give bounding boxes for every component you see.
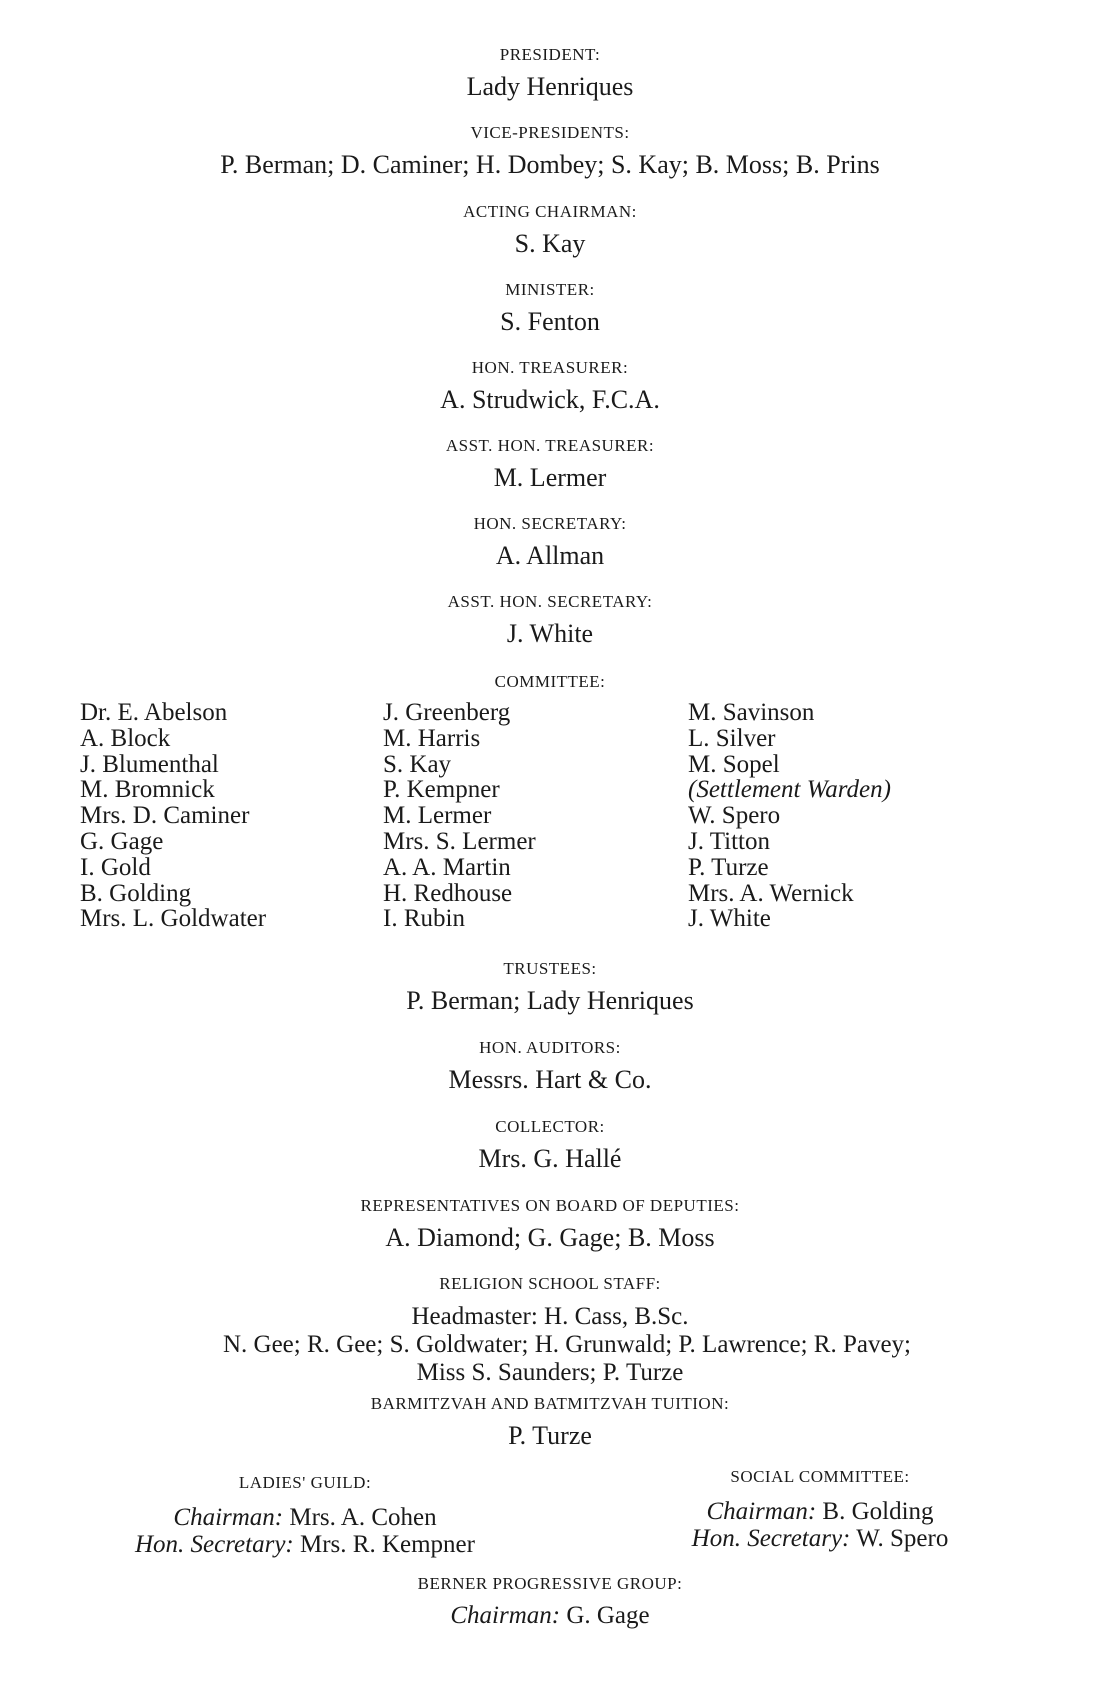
committee-member: Mrs. S. Lermer — [383, 827, 536, 855]
hon-treasurer-name: A. Strudwick, F.C.A. — [440, 385, 660, 414]
asst-hon-treasurer-section — [0, 435, 1100, 493]
committee-member: J. Greenberg — [383, 699, 511, 726]
committee-column-3 — [688, 700, 891, 932]
committee-member: P. Kempner — [383, 776, 500, 804]
committee-member: I. Gold — [80, 853, 151, 881]
chairman-name: B. Golding — [822, 1498, 934, 1525]
religion-school-section — [0, 1273, 1100, 1387]
committee-member-note: (Settlement Warden) — [688, 776, 891, 804]
board-of-deputies-label: REPRESENTATIVES ON BOARD OF DEPUTIES: — [360, 1196, 740, 1215]
president-label: PRESIDENT: — [499, 45, 601, 64]
committee-label: COMMITTEE: — [494, 672, 606, 691]
tuition-label: BARMITZVAH AND BATMITZVAH TUITION: — [370, 1394, 730, 1413]
president-name: Lady Henriques — [466, 72, 634, 101]
committee-member: M. Savinson — [688, 699, 815, 726]
social-committee-label: SOCIAL COMMITTEE: — [730, 1467, 910, 1486]
secretary-role: Hon. Secretary: — [691, 1525, 851, 1552]
committee-column-2 — [383, 700, 536, 932]
committee-member: A. Block — [80, 724, 171, 752]
collector-section — [0, 1116, 1100, 1174]
committee-member: I. Rubin — [383, 905, 465, 933]
committee-member: Mrs. L. Goldwater — [80, 905, 267, 933]
hon-secretary-section — [0, 513, 1100, 571]
chairman-role: Chairman: — [450, 1602, 561, 1629]
acting-chairman-section — [0, 201, 1100, 259]
acting-chairman-label: ACTING CHAIRMAN: — [463, 202, 637, 221]
committee-member: M. Bromnick — [80, 776, 215, 804]
tuition-name: P. Turze — [508, 1421, 592, 1450]
hon-auditors-section — [0, 1037, 1100, 1095]
committee-member: Mrs. D. Caminer — [80, 802, 250, 830]
tuition-section — [0, 1393, 1100, 1451]
collector-label: COLLECTOR: — [495, 1117, 605, 1136]
secretary-name: W. Spero — [856, 1525, 949, 1552]
berner-group-chairman — [0, 1601, 1100, 1631]
committee-member: H. Redhouse — [383, 879, 513, 907]
committee-member: Mrs. A. Wernick — [688, 879, 854, 907]
hon-treasurer-label: HON. TREASURER: — [471, 358, 629, 377]
board-of-deputies-names: A. Diamond; G. Gage; B. Moss — [385, 1223, 715, 1252]
committee-member: W. Spero — [688, 802, 781, 830]
hon-secretary-label: HON. SECRETARY: — [473, 514, 627, 533]
hon-treasurer-section — [0, 357, 1100, 415]
collector-name: Mrs. G. Hallé — [478, 1144, 622, 1173]
committee-list — [0, 700, 1100, 940]
committee-member: J. Titton — [688, 827, 771, 855]
ladies-guild-section — [80, 1472, 530, 1558]
committee-member: J. White — [688, 905, 771, 933]
committee-member: J. Blumenthal — [80, 750, 219, 778]
ladies-guild-secretary — [80, 1531, 530, 1558]
headmaster-line: Headmaster: H. Cass, B.Sc. — [411, 1303, 689, 1330]
asst-hon-treasurer-label: ASST. HON. TREASURER: — [445, 436, 655, 455]
asst-hon-secretary-label: ASST. HON. SECRETARY: — [447, 592, 653, 611]
president-section — [0, 44, 1100, 102]
hon-secretary-name: A. Allman — [495, 541, 605, 570]
chairman-name: Mrs. A. Cohen — [289, 1504, 437, 1531]
berner-group-label: BERNER PROGRESSIVE GROUP: — [417, 1574, 683, 1593]
vice-presidents-label: VICE-PRESIDENTS: — [470, 123, 630, 142]
social-committee-chairman — [630, 1498, 1010, 1525]
secretary-role: Hon. Secretary: — [135, 1531, 294, 1558]
committee-member: B. Golding — [80, 879, 192, 907]
trustees-label: TRUSTEES: — [503, 959, 597, 978]
secretary-name: Mrs. R. Kempner — [300, 1531, 475, 1558]
berner-group-section — [0, 1573, 1100, 1631]
committee-member: L. Silver — [688, 724, 776, 752]
vice-presidents-section — [0, 122, 1100, 180]
committee-member: M. Sopel — [688, 750, 780, 778]
asst-hon-secretary-name: J. White — [506, 619, 594, 648]
social-committee-secretary — [630, 1525, 1010, 1552]
board-of-deputies-section — [0, 1195, 1100, 1253]
staff-line: Miss S. Saunders; P. Turze — [416, 1359, 684, 1386]
religion-school-label: RELIGION SCHOOL STAFF: — [439, 1274, 661, 1293]
staff-line: N. Gee; R. Gee; S. Goldwater; H. Grunwald; P. Lawrence; R. Pavey; — [222, 1331, 912, 1358]
chairman-name: G. Gage — [566, 1602, 650, 1629]
committee-heading — [0, 671, 1100, 693]
asst-hon-treasurer-name: M. Lermer — [493, 463, 607, 492]
committee-member: A. A. Martin — [383, 853, 511, 881]
committee-column-1 — [80, 700, 266, 932]
social-committee-section — [630, 1466, 1010, 1552]
minister-section — [0, 279, 1100, 337]
ladies-guild-chairman — [80, 1504, 530, 1531]
trustees-names: P. Berman; Lady Henriques — [406, 986, 694, 1015]
committee-member: M. Harris — [383, 724, 481, 752]
chairman-role: Chairman: — [706, 1498, 817, 1525]
trustees-section — [0, 958, 1100, 1016]
asst-hon-secretary-section — [0, 591, 1100, 649]
committee-member: G. Gage — [80, 827, 164, 855]
committee-member: M. Lermer — [383, 802, 492, 830]
minister-name: S. Fenton — [500, 307, 600, 336]
hon-auditors-name: Messrs. Hart & Co. — [448, 1065, 652, 1094]
vice-presidents-names: P. Berman; D. Caminer; H. Dombey; S. Kay; B. Moss; B. Prins — [220, 150, 880, 179]
committee-member: S. Kay — [383, 750, 452, 778]
acting-chairman-name: S. Kay — [514, 229, 586, 258]
chairman-role: Chairman: — [173, 1504, 284, 1531]
hon-auditors-label: HON. AUDITORS: — [479, 1038, 621, 1057]
minister-label: MINISTER: — [505, 280, 595, 299]
committee-member: Dr. E. Abelson — [80, 699, 228, 726]
ladies-guild-label: LADIES' GUILD: — [238, 1473, 372, 1492]
committee-member: P. Turze — [688, 853, 769, 881]
